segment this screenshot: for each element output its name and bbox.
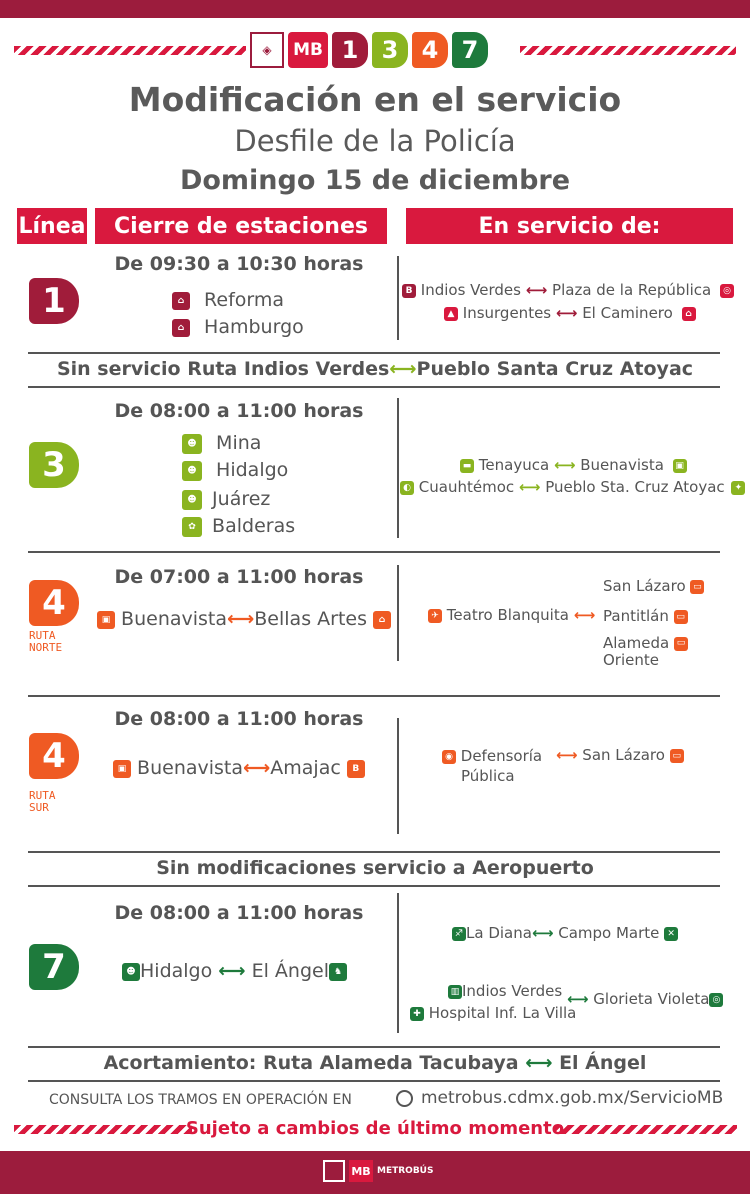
consulta-label: CONSULTA LOS TRAMOS EN OPERACIÓN EN <box>49 1092 352 1108</box>
station-icon: ♞ <box>329 963 347 981</box>
station-icon: ♐ <box>452 927 466 941</box>
line-1-closed-station: ⌂ Reforma <box>172 289 284 311</box>
station-icon: ☻ <box>182 490 202 510</box>
line-7-closed-segment: ☻ Hidalgo ⟷ El Ángel ♞ <box>122 960 347 982</box>
station-icon: ▣ <box>97 611 115 629</box>
line-7-time: De 08:00 a 11:00 horas <box>114 902 364 924</box>
hospital-icon: ✚ <box>410 1007 424 1021</box>
line-1-logo: 1 <box>332 32 368 68</box>
divider <box>397 565 399 661</box>
line-4-norte-service-to: Alameda ▭ Oriente <box>603 635 688 669</box>
top-bar <box>0 0 750 18</box>
line-3-logo: 3 <box>372 32 408 68</box>
footer-logo <box>323 1160 433 1182</box>
line-3-closed-station: ☻ Mina <box>182 432 261 454</box>
page-subtitle: Desfile de la Policía <box>234 124 516 158</box>
header-cierre: Cierre de estaciones <box>95 208 387 244</box>
station-icon: ▣ <box>673 459 687 473</box>
line-7-logo: 7 <box>452 32 488 68</box>
line-7-service-extra: ✚ Hospital Inf. La Villa <box>410 1004 576 1022</box>
divider <box>28 352 720 354</box>
divider <box>397 398 399 538</box>
station-icon: ▣ <box>113 760 131 778</box>
station-icon: ▭ <box>674 610 688 624</box>
station-icon: ⌂ <box>172 292 190 310</box>
globe-icon <box>396 1090 413 1107</box>
station-icon: ☻ <box>182 461 202 481</box>
station-icon: ▥ <box>448 985 462 999</box>
line-4-sur-service-from: ◉ Defensoría Pública <box>442 746 542 786</box>
line-7-badge: 7 <box>29 944 79 990</box>
divider <box>28 851 720 853</box>
route-label: RUTA SUR <box>29 789 56 814</box>
station-icon: B <box>402 284 416 298</box>
station-icon: B <box>347 760 365 778</box>
line-4-norte-closed-segment: ▣ Buenavista⟷Bellas Artes ⌂ <box>97 608 391 630</box>
station-icon: ✦ <box>731 481 745 495</box>
station-icon: ⌂ <box>172 319 190 337</box>
station-icon: ◎ <box>720 284 734 298</box>
service-link[interactable]: metrobus.cdmx.gob.mx/ServicioMB <box>396 1088 723 1108</box>
line-1-badge: 1 <box>29 278 79 324</box>
line-4-sur-time: De 08:00 a 11:00 horas <box>114 708 364 730</box>
page-title: Modificación en el servicio <box>128 80 622 119</box>
brand-name: METROBÚS <box>377 1166 434 1176</box>
station-icon: ◎ <box>709 993 723 1007</box>
divider <box>397 718 399 834</box>
disclaimer: Sujeto a cambios de último momento <box>185 1118 565 1139</box>
line-4-badge: 4 <box>29 733 79 779</box>
line-4-badge: 4 <box>29 580 79 626</box>
cdmx-emblem-icon: ◈ <box>250 32 284 68</box>
station-icon: ✈ <box>428 609 442 623</box>
line-4-sur-closed-segment: ▣ Buenavista⟷Amajac B <box>113 757 365 779</box>
station-icon: ☻ <box>182 434 202 454</box>
cdmx-emblem-icon <box>323 1160 345 1182</box>
line-1-service-row: B Indios Verdes ⟷ Plaza de la República ◎ <box>402 281 734 299</box>
line-4-norte-service-from: ✈ Teatro Blanquita ⟷ <box>428 606 595 624</box>
station-icon: ✿ <box>182 517 202 537</box>
header-logo <box>250 32 488 68</box>
station-icon: ▬ <box>460 459 474 473</box>
decorative-stripe-left <box>14 46 246 55</box>
decorative-stripe-right <box>520 46 736 55</box>
line-4-norte-service-to: Pantitlán ▭ <box>603 607 688 625</box>
line-3-badge: 3 <box>29 442 79 488</box>
line-3-closed-station: ✿ Balderas <box>182 515 295 537</box>
divider <box>397 893 399 1033</box>
divider <box>28 386 720 388</box>
line-7-service-row: ♐ La Diana⟷ Campo Marte ✕ <box>452 924 678 942</box>
line-3-closed-station: ☻ Juárez <box>182 488 270 510</box>
header-linea: Línea <box>17 208 87 244</box>
line-7-service-row: ⟷ Glorieta Violeta ◎ <box>567 990 723 1008</box>
metrobus-logo-icon: MB <box>288 32 328 68</box>
route-label: RUTA NORTE <box>29 629 63 654</box>
event-date: Domingo 15 de diciembre <box>179 165 571 196</box>
header-servicio: En servicio de: <box>406 208 733 244</box>
line-1-closed-station: ⌂ Hamburgo <box>172 316 304 338</box>
divider <box>28 1046 720 1048</box>
line-1-service-row: ▲ Insurgentes ⟷ El Caminero ⌂ <box>444 304 696 322</box>
banner-aeropuerto: Sin modificaciones servicio a Aeropuerto <box>156 857 594 879</box>
divider <box>28 551 720 553</box>
station-icon: ▭ <box>674 637 688 651</box>
line-3-time: De 08:00 a 11:00 horas <box>114 400 364 422</box>
station-icon: ▭ <box>690 580 704 594</box>
station-icon: ☻ <box>122 963 140 981</box>
line-1-time: De 09:30 a 10:30 horas <box>114 253 364 275</box>
line-4-logo: 4 <box>412 32 448 68</box>
line-3-service-row: ◐ Cuauhtémoc ⟷ Pueblo Sta. Cruz Atoyac ✦ <box>400 478 745 496</box>
station-icon: ◐ <box>400 481 414 495</box>
station-icon: ⌂ <box>682 307 696 321</box>
divider <box>28 885 720 887</box>
line-7-service-row: ▥ Indios Verdes <box>448 982 562 1000</box>
divider <box>28 1080 720 1082</box>
station-icon: ◉ <box>442 750 456 764</box>
line-4-norte-time: De 07:00 a 11:00 horas <box>114 566 364 588</box>
station-icon: ▭ <box>670 749 684 763</box>
line-4-sur-service-to: ⟷ San Lázaro ▭ <box>556 746 684 764</box>
station-icon: ▲ <box>444 307 458 321</box>
banner-no-service-route: Sin servicio Ruta Indios Verdes⟷Pueblo Santa Cruz Atoyac <box>56 358 694 380</box>
metrobus-logo-icon: MB <box>349 1160 373 1182</box>
station-icon: ⌂ <box>373 611 391 629</box>
line-3-service-row: ▬ Tenayuca ⟷ Buenavista ▣ <box>460 456 687 474</box>
line-4-norte-service-to: San Lázaro ▭ <box>603 577 704 595</box>
divider <box>28 695 720 697</box>
station-icon: ✕ <box>664 927 678 941</box>
divider <box>397 256 399 340</box>
banner-acortamiento: Acortamiento: Ruta Alameda Tacubaya ⟷ El Ángel <box>103 1052 647 1074</box>
line-3-closed-station: ☻ Hidalgo <box>182 459 288 481</box>
